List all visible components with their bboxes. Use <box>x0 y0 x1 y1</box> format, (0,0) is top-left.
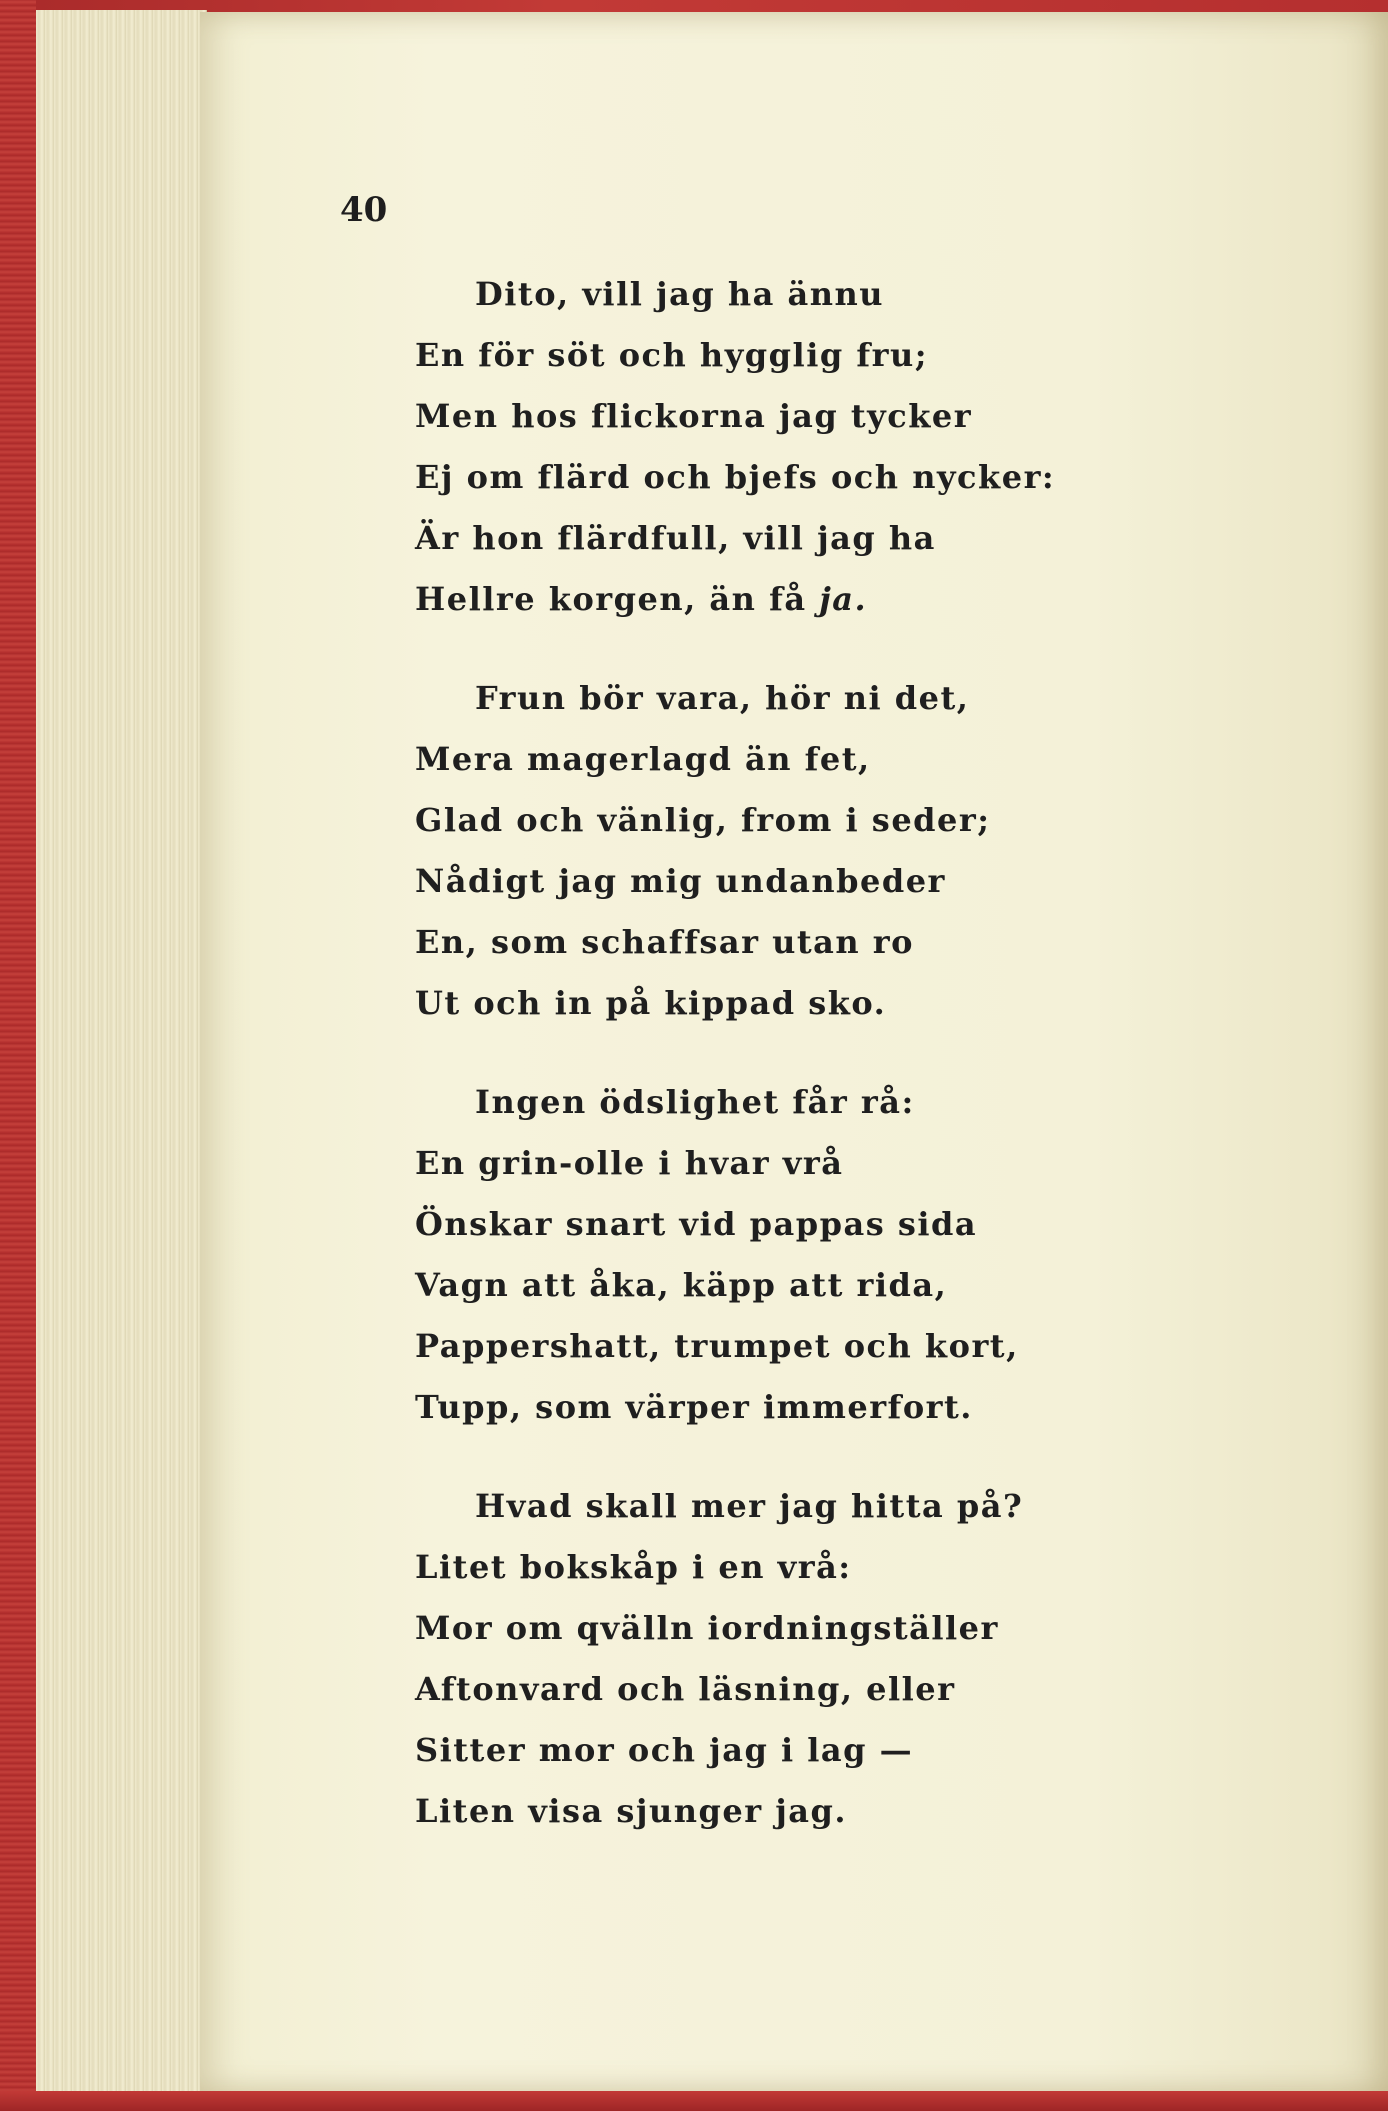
poem-line: En grin-olle i hvar vrå <box>415 1144 844 1182</box>
page-stack-edges <box>36 10 207 2095</box>
poem-line: En för söt och hygglig fru; <box>415 336 929 374</box>
poem-line: Tupp, som värper immerfort. <box>415 1388 973 1426</box>
poem-line: Sitter mor och jag i lag — <box>415 1731 914 1769</box>
poem-emphasis: ja. <box>819 580 868 618</box>
poem-line: Önskar snart vid pappas sida <box>415 1205 978 1243</box>
poem-line: Aftonvard och läsning, eller <box>415 1670 956 1708</box>
poem-line: Litet bokskåp i en vrå: <box>415 1548 852 1586</box>
poem-line: Frun bör vara, hör ni det, <box>475 679 970 717</box>
poem <box>415 264 1195 1880</box>
stanza-4 <box>415 1476 1195 1842</box>
poem-line: Ingen ödslighet får rå: <box>475 1083 915 1121</box>
poem-line: Nådigt jag mig undanbeder <box>415 862 946 900</box>
poem-line-last <box>415 569 1195 630</box>
poem-line: Är hon flärdfull, vill jag ha <box>415 519 936 557</box>
stanza-1 <box>415 264 1195 630</box>
page-number: 40 <box>340 190 388 230</box>
poem-line: Pappershatt, trumpet och kort, <box>415 1327 1019 1365</box>
poem-line: Men hos flickorna jag tycker <box>415 397 973 435</box>
stanza-3 <box>415 1072 1195 1438</box>
poem-line: Hvad skall mer jag hitta på? <box>475 1487 1024 1525</box>
poem-line: Mor om qvälln iordningställer <box>415 1609 999 1647</box>
poem-line: Liten visa sjunger jag. <box>415 1792 848 1830</box>
poem-line: Mera magerlagd än fet, <box>415 740 871 778</box>
poem-line: En, som schaffsar utan ro <box>415 923 914 961</box>
poem-line-text: Hellre korgen, än få <box>415 580 807 618</box>
poem-line: Ut och in på kippad sko. <box>415 984 887 1022</box>
book-cover-bottom-edge <box>0 2091 1388 2111</box>
stanza-2 <box>415 668 1195 1034</box>
poem-line: Glad och vänlig, from i seder; <box>415 801 991 839</box>
poem-line: Vagn att åka, käpp att rida, <box>415 1266 948 1304</box>
poem-line: Ej om flärd och bjefs och nycker: <box>415 458 1056 496</box>
poem-line: Dito, vill jag ha ännu <box>475 275 885 313</box>
book-cover-edge <box>0 0 36 2111</box>
